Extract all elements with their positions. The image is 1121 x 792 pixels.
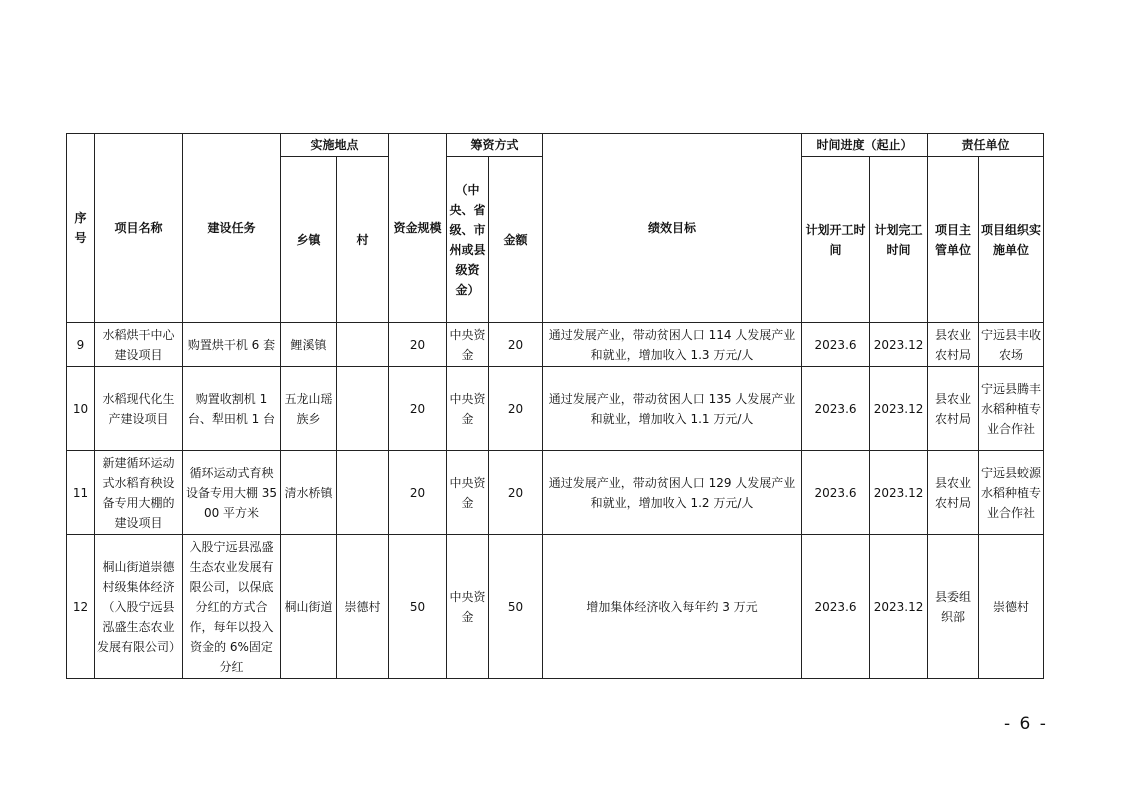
cell-impl: 宁远县蛟源水稻种植专业合作社 xyxy=(979,451,1044,535)
cell-start: 2023.6 xyxy=(802,367,870,451)
cell-name: 桐山街道崇德村级集体经济（入股宁远县泓盛生态农业发展有限公司） xyxy=(95,535,183,679)
header-village: 村 xyxy=(337,157,389,323)
header-start: 计划开工时间 xyxy=(802,157,870,323)
page-number: - 6 - xyxy=(1004,714,1048,734)
cell-town: 桐山街道 xyxy=(281,535,337,679)
table-row xyxy=(67,367,1044,451)
cell-end: 2023.12 xyxy=(870,535,928,679)
cell-dept: 县农业农村局 xyxy=(928,451,979,535)
cell-task: 购置烘干机 6 套 xyxy=(183,323,281,367)
header-funding: 筹资方式 xyxy=(447,134,543,157)
header-task: 建设任务 xyxy=(183,134,281,323)
cell-amount: 50 xyxy=(489,535,543,679)
cell-impl: 崇德村 xyxy=(979,535,1044,679)
cell-impl: 宁远县丰收农场 xyxy=(979,323,1044,367)
cell-task: 循环运动式育秧设备专用大棚 3500 平方米 xyxy=(183,451,281,535)
header-location: 实施地点 xyxy=(281,134,389,157)
cell-amount: 20 xyxy=(489,323,543,367)
cell-end: 2023.12 xyxy=(870,367,928,451)
cell-seq: 9 xyxy=(67,323,95,367)
cell-goal: 通过发展产业，带动贫困人口 114 人发展产业和就业，增加收入 1.3 万元/人 xyxy=(543,323,802,367)
cell-source: 中央资金 xyxy=(447,535,489,679)
cell-name: 水稻烘干中心建设项目 xyxy=(95,323,183,367)
cell-start: 2023.6 xyxy=(802,535,870,679)
header-dept: 项目主管单位 xyxy=(928,157,979,323)
cell-source: 中央资金 xyxy=(447,323,489,367)
cell-seq: 12 xyxy=(67,535,95,679)
cell-start: 2023.6 xyxy=(802,323,870,367)
cell-goal: 通过发展产业，带动贫困人口 129 人发展产业和就业，增加收入 1.2 万元/人 xyxy=(543,451,802,535)
cell-amount: 20 xyxy=(489,367,543,451)
project-table xyxy=(66,133,1044,679)
cell-village: 崇德村 xyxy=(337,535,389,679)
cell-village xyxy=(337,451,389,535)
cell-task: 购置收割机 1 台、犁田机 1 台 xyxy=(183,367,281,451)
cell-town: 清水桥镇 xyxy=(281,451,337,535)
header-name: 项目名称 xyxy=(95,134,183,323)
header-goal: 绩效目标 xyxy=(543,134,802,323)
header-schedule: 时间进度（起止） xyxy=(802,134,928,157)
cell-village xyxy=(337,323,389,367)
header-amount: 金额 xyxy=(489,157,543,323)
cell-end: 2023.12 xyxy=(870,451,928,535)
cell-name: 新建循环运动式水稻育秧设备专用大棚的建设项目 xyxy=(95,451,183,535)
cell-start: 2023.6 xyxy=(802,451,870,535)
cell-goal: 增加集体经济收入每年约 3 万元 xyxy=(543,535,802,679)
cell-source: 中央资金 xyxy=(447,451,489,535)
header-scale: 资金规模 xyxy=(389,134,447,323)
cell-scale: 20 xyxy=(389,323,447,367)
cell-seq: 10 xyxy=(67,367,95,451)
cell-seq: 11 xyxy=(67,451,95,535)
header-seq: 序号 xyxy=(67,134,95,323)
header-town: 乡镇 xyxy=(281,157,337,323)
header-impl: 项目组织实施单位 xyxy=(979,157,1044,323)
cell-town: 鲤溪镇 xyxy=(281,323,337,367)
cell-end: 2023.12 xyxy=(870,323,928,367)
cell-dept: 县农业农村局 xyxy=(928,323,979,367)
cell-scale: 50 xyxy=(389,535,447,679)
header-responsibility: 责任单位 xyxy=(928,134,1044,157)
cell-impl: 宁远县腾丰水稻种植专业合作社 xyxy=(979,367,1044,451)
cell-name: 水稻现代化生产建设项目 xyxy=(95,367,183,451)
cell-scale: 20 xyxy=(389,451,447,535)
table-row xyxy=(67,323,1044,367)
cell-town: 五龙山瑶族乡 xyxy=(281,367,337,451)
cell-amount: 20 xyxy=(489,451,543,535)
cell-scale: 20 xyxy=(389,367,447,451)
cell-dept: 县农业农村局 xyxy=(928,367,979,451)
cell-source: 中央资金 xyxy=(447,367,489,451)
table-row xyxy=(67,451,1044,535)
header-source: （中央、省级、市州或县级资金） xyxy=(447,157,489,323)
cell-task: 入股宁远县泓盛生态农业发展有限公司，以保底分红的方式合作，每年以投入资金的 6%固定分红 xyxy=(183,535,281,679)
header-end: 计划完工时间 xyxy=(870,157,928,323)
cell-village xyxy=(337,367,389,451)
table-row xyxy=(67,535,1044,679)
cell-goal: 通过发展产业，带动贫困人口 135 人发展产业和就业，增加收入 1.1 万元/人 xyxy=(543,367,802,451)
cell-dept: 县委组织部 xyxy=(928,535,979,679)
